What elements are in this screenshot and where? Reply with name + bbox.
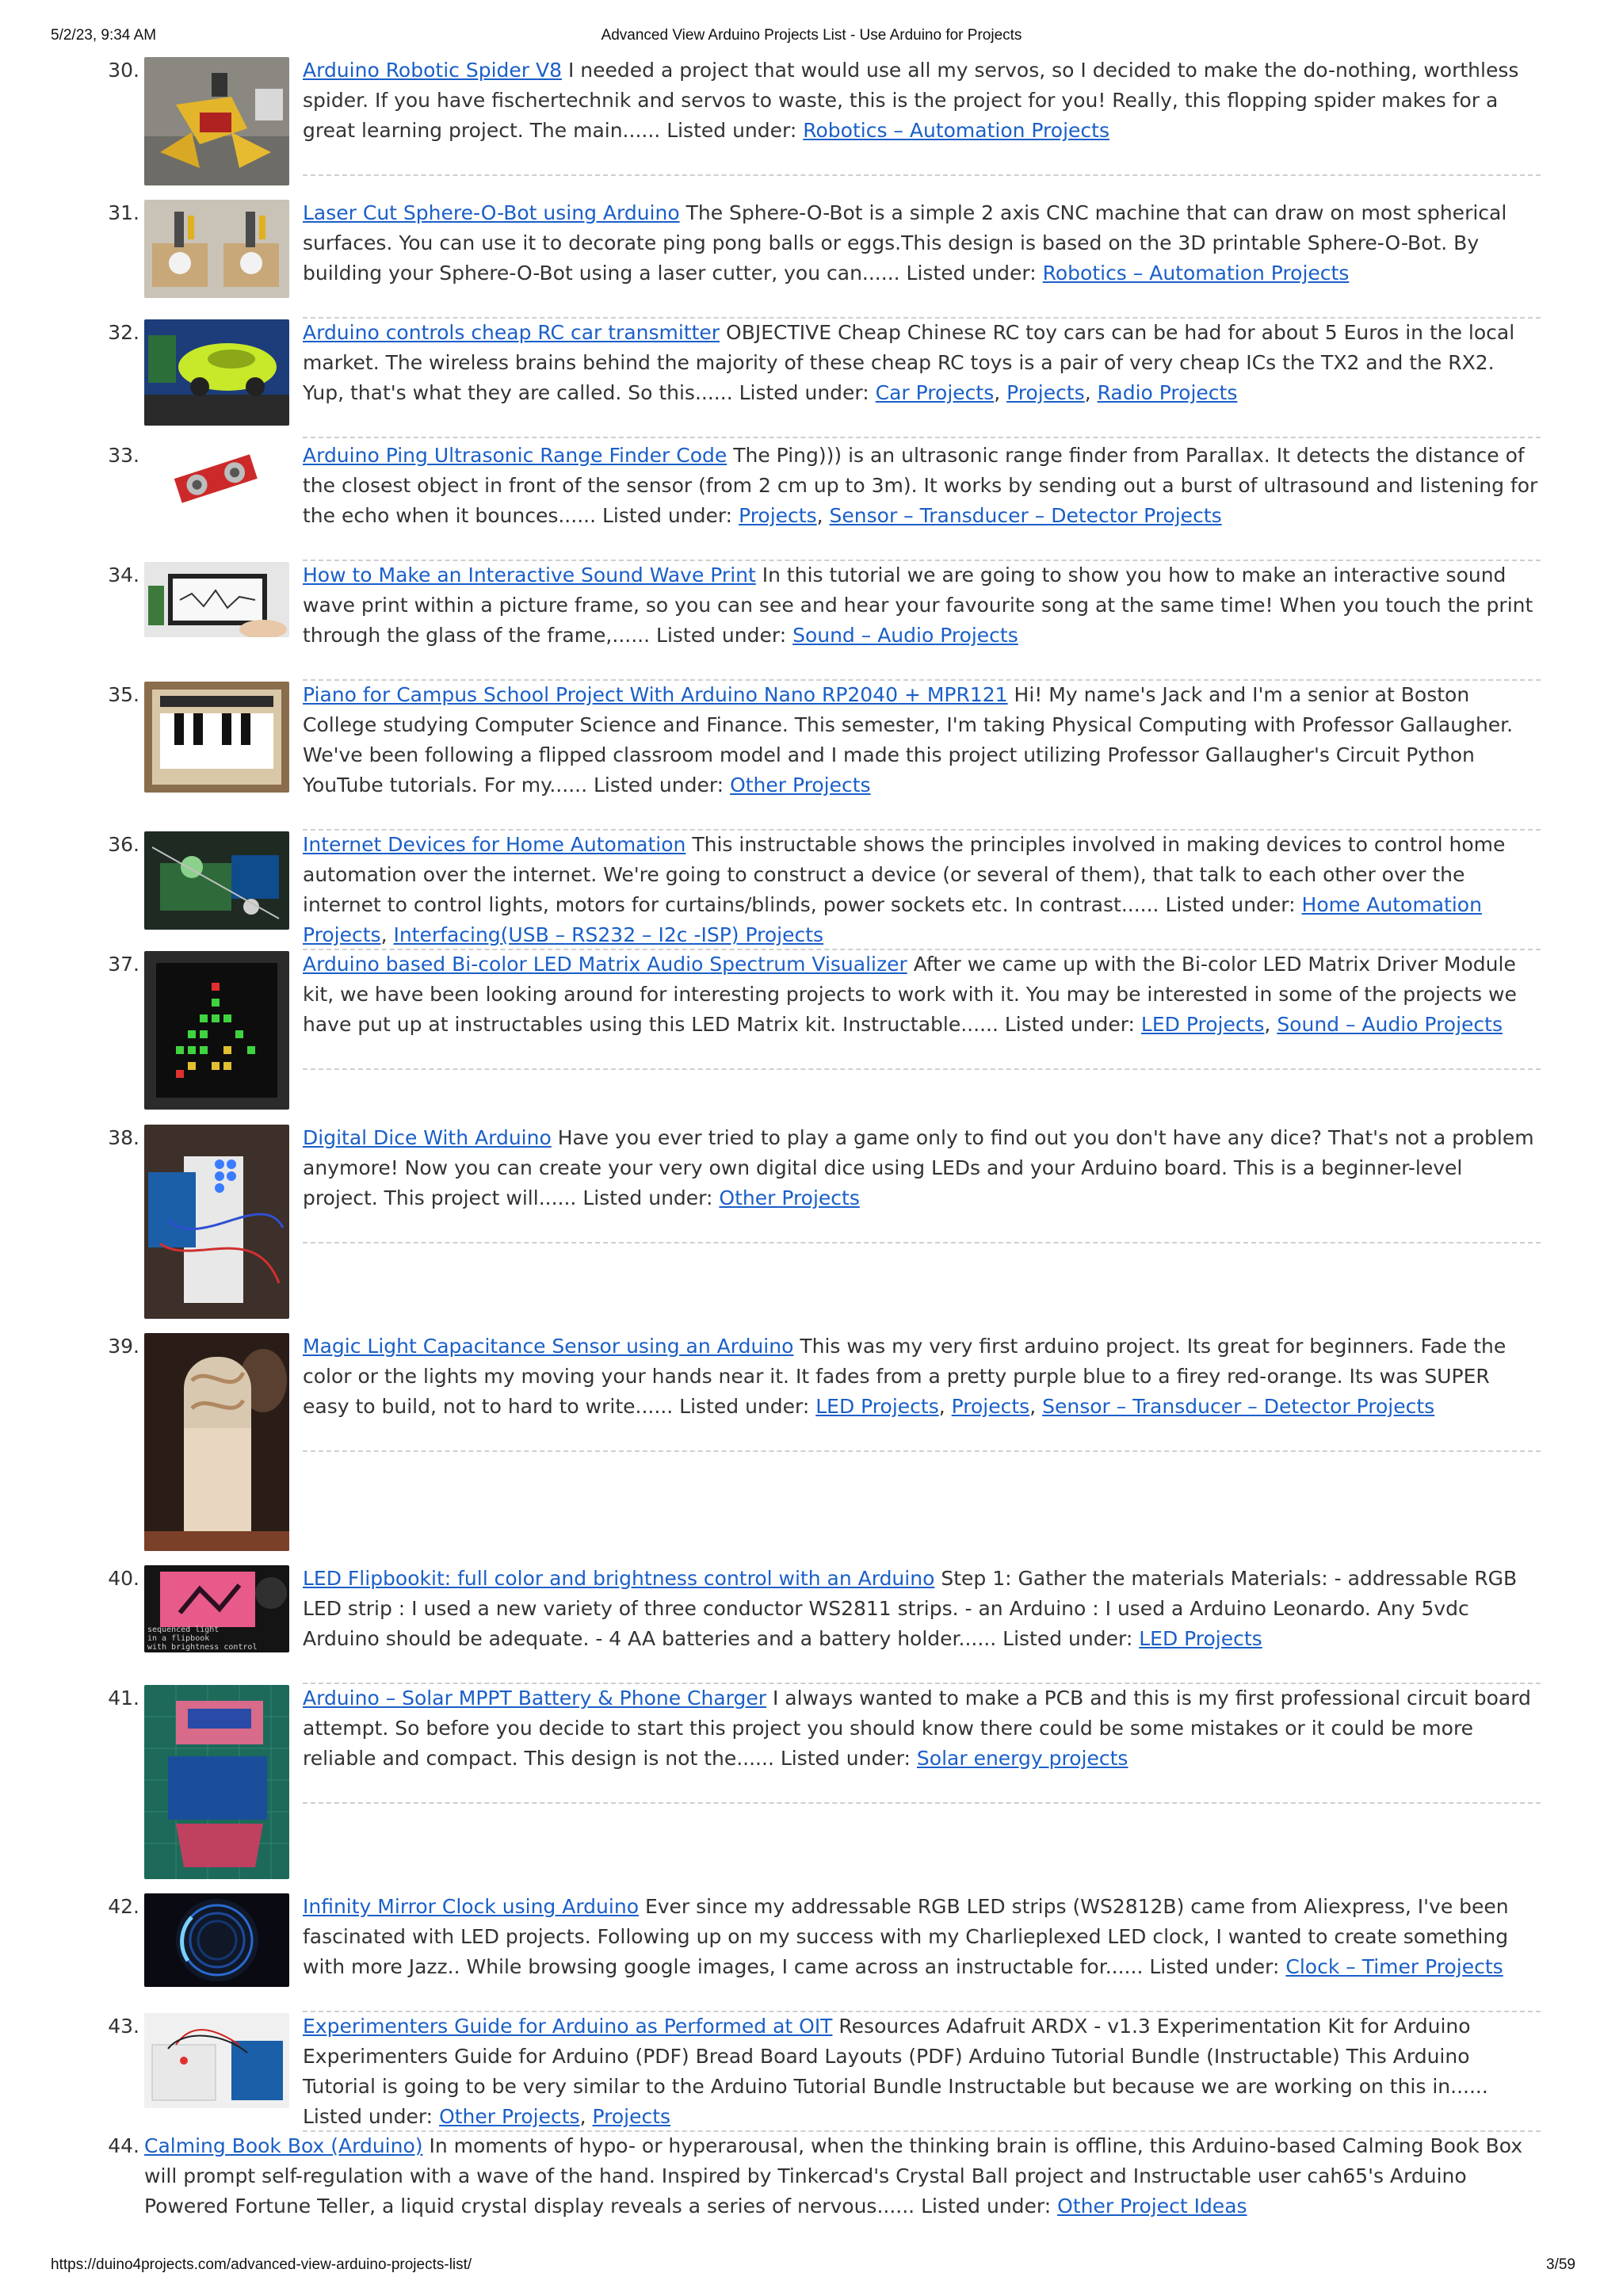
project-description: OBJECTIVE Cheap Chinese RC toy cars can be had for about 5 Euros in the local market. The wireless brains behind the majority of these cheap RC toys is a pair of very cheap ICs the TX2 and the RX2. Yup, that's what they are called. So this...... bbox=[303, 321, 1515, 404]
listed-under-label: Listed under: bbox=[739, 381, 869, 404]
item-divider bbox=[303, 1450, 1541, 1452]
thumbnail-home-automation[interactable] bbox=[144, 831, 289, 930]
category-link[interactable]: Sensor – Transducer – Detector Projects bbox=[829, 504, 1222, 527]
thumbnail-digital-dice[interactable] bbox=[144, 1125, 289, 1319]
listed-under-label: Listed under: bbox=[780, 1747, 911, 1770]
project-title-link[interactable]: Piano for Campus School Project With Arduino Nano RP2040 + MPR121 bbox=[303, 683, 1008, 706]
item-text: Internet Devices for Home Automation This instructable shows the principles involved in making devices to control home automation over the internet. We're going to construct a device (or several of them), that talk to each other over the internet to control lights, motors for curtains/blinds, power sockets etc. In contrast...... Listed under: Home Automation Projects, Interfacing(USB – RS232 – I2c -ISP) Projects bbox=[303, 833, 1506, 946]
category-link[interactable]: Robotics – Automation Projects bbox=[1042, 262, 1350, 285]
listed-under-label: Listed under: bbox=[1165, 893, 1296, 916]
item-number: 37. bbox=[108, 953, 139, 976]
project-description: In moments of hypo- or hyperarousal, when the thinking brain is offline, this Arduino-based Calming Book Box will prompt self-regulation with a wave of the hand. Inspired by Tinkercad's Crystal Ball project and Instructable user cah65's Arduino Powered Fortune Teller, a liquid crystal display reveals a series of nervous...... bbox=[144, 2134, 1523, 2218]
item-text bbox=[303, 1123, 1539, 1213]
project-description: In this tutorial we are going to show you how to make an interactive sound wave print within a picture frame, so you can see and hear your favourite song at the same time! When you touch the print through the glass of the frame,...... bbox=[303, 563, 1533, 647]
item-text bbox=[303, 1892, 1539, 1982]
listed-under-label: Listed under: bbox=[582, 1186, 713, 1209]
item-number: 36. bbox=[108, 833, 139, 856]
category-link[interactable]: Car Projects bbox=[875, 381, 995, 404]
item-number: 42. bbox=[108, 1895, 139, 1918]
project-title-link[interactable]: Magic Light Capacitance Sensor using an Arduino bbox=[303, 1335, 794, 1358]
category-link[interactable]: Projects bbox=[592, 2105, 671, 2128]
category-link[interactable]: LED Projects bbox=[1139, 1627, 1262, 1650]
item-number: 41. bbox=[108, 1687, 139, 1710]
item-text bbox=[303, 55, 1539, 146]
item-text bbox=[303, 1564, 1539, 1654]
category-link[interactable]: Other Project Ideas bbox=[1057, 2195, 1247, 2218]
item-number: 39. bbox=[108, 1335, 139, 1358]
project-description: Ever since my addressable RGB LED strips (WS2812B) came from Aliexpress, I've been fascinated with LED projects. Following up on my success with my Charlieplexed LED clock, I wanted to create something with more Jazz.. While browsing google images, I came across an instructable for...... bbox=[303, 1895, 1509, 1978]
category-link[interactable]: LED Projects bbox=[815, 1395, 939, 1418]
project-title-link[interactable]: Calming Book Box (Arduino) bbox=[144, 2134, 423, 2157]
item-number: 38. bbox=[108, 1126, 139, 1149]
listed-under-label: Listed under: bbox=[656, 624, 787, 647]
item-divider bbox=[303, 1242, 1541, 1244]
category-link[interactable]: Solar energy projects bbox=[916, 1747, 1128, 1770]
item-text: Arduino Ping Ultrasonic Range Finder Code The Ping))) is an ultrasonic range finder from Parallax. It detects the distance of the closest object in front of the sensor (from 2 cm up to 3m). It works by sending out a burst of ultrasound and listening for the echo when it bounces...... Listed under: Projects, Sensor – Transducer – Detector Projects bbox=[303, 444, 1538, 527]
project-description: I needed a project that would use all my servos, so I decided to make the do-nothing, worthless spider. If you have fischertechnik and servos to waste, this is the project for you! Really, this flopping spider makes for a great learning project. The main...... bbox=[303, 59, 1519, 142]
item-divider bbox=[303, 1068, 1541, 1070]
item-number: 32. bbox=[108, 321, 139, 344]
project-description: Resources Adafruit ARDX - v1.3 Experimentation Kit for Arduino Experimenters Guide for Arduino (PDF) Bread Board Layouts (PDF) Arduino Tutorial Bundle (Instructable) This Arduino Tutorial is going to be very similar to the Arduino Tutorial Bundle Instructable but because we are working on this in...... bbox=[303, 2015, 1488, 2098]
project-title-link[interactable]: Arduino – Solar MPPT Battery & Phone Charger bbox=[303, 1687, 767, 1710]
project-description: I always wanted to make a PCB and this is my first professional circuit board attempt. So before you decide to start this project you should know there could be some mistakes or it could be more reliable and compact. This design is not the...... bbox=[303, 1687, 1531, 1770]
project-description: Have you ever tried to play a game only to find out you don't have any dice? That's not a problem anymore! Now you can create your very own digital dice using LEDs and your Arduino board. This is a beginner-level project. This project will...... bbox=[303, 1126, 1534, 1209]
category-link[interactable]: Sound – Audio Projects bbox=[792, 624, 1018, 647]
project-description: After we came up with the Bi-color LED Matrix Driver Module kit, we have been looking around for interesting projects to work with it. You may be interested in some of the projects we have put up at instructables using this LED Matrix kit. Instructable...... bbox=[303, 953, 1517, 1036]
listed-under-label: Listed under: bbox=[602, 504, 733, 527]
item-number: 31. bbox=[108, 201, 139, 224]
print-page-title: Advanced View Arduino Projects List - Use Arduino for Projects bbox=[601, 27, 1022, 44]
page-number: 3/59 bbox=[1546, 2256, 1575, 2273]
thumbnail-solar-mppt[interactable] bbox=[144, 1685, 289, 1879]
item-number: 33. bbox=[108, 444, 139, 467]
item-number: 40. bbox=[108, 1567, 139, 1590]
item-text: Experimenters Guide for Arduino as Performed at OIT Resources Adafruit ARDX - v1.3 Experimentation Kit for Arduino Experimenters Guide for Arduino (PDF) Bread Board Layouts (PDF) Arduino Tutorial Bundle (Instructable) This Arduino Tutorial is going to be very similar to the Arduino Tutorial Bundle Instructable but because we are working on this in...... Listed under: Other Projects, Projects bbox=[303, 2015, 1488, 2128]
project-description: This was my very first arduino project. Its great for beginners. Fade the color or the lights my moving your hands near it. It fades from a pretty purple blue to a firey red-orange. Its was SUPER easy to build, not to hard to write...... bbox=[303, 1335, 1507, 1418]
listed-under-label: Listed under: bbox=[921, 2195, 1052, 2218]
item-number: 35. bbox=[108, 683, 139, 706]
listed-under-label: Listed under: bbox=[1002, 1627, 1133, 1650]
thumbnail-magic-light[interactable] bbox=[144, 1333, 289, 1551]
project-title-link[interactable]: Arduino Ping Ultrasonic Range Finder Code bbox=[303, 444, 727, 467]
category-link[interactable]: Interfacing(USB – RS232 – I2c -ISP) Projects bbox=[393, 923, 824, 946]
item-number: 44. bbox=[108, 2134, 139, 2157]
item-text: Magic Light Capacitance Sensor using an Arduino This was my very first arduino project. Its great for beginners. Fade the color or the lights my moving your hands near it. It fades from a pretty purple blue to a firey red-orange. Its was SUPER easy to build, not to hard to write...... Listed under: LED Projects, Projects, Sensor – Transducer – Detector Projects bbox=[303, 1335, 1507, 1418]
category-link[interactable]: Radio Projects bbox=[1097, 381, 1238, 404]
item-text bbox=[303, 560, 1539, 651]
project-title-link[interactable]: Experimenters Guide for Arduino as Performed at OIT bbox=[303, 2015, 833, 2038]
item-divider bbox=[303, 437, 1541, 438]
project-title-link[interactable]: Arduino based Bi-color LED Matrix Audio Spectrum Visualizer bbox=[303, 953, 907, 976]
project-title-link[interactable]: Arduino Robotic Spider V8 bbox=[303, 59, 563, 82]
category-link[interactable]: Projects bbox=[1006, 381, 1085, 404]
listed-under-label: Listed under: bbox=[1004, 1013, 1135, 1036]
listed-under-label: Listed under: bbox=[303, 2105, 433, 2128]
category-link[interactable]: Robotics – Automation Projects bbox=[803, 119, 1109, 142]
thumbnail-caption-line-2: in a flipbook bbox=[147, 1634, 210, 1643]
thumbnail-led-matrix[interactable] bbox=[144, 951, 289, 1110]
item-divider bbox=[303, 174, 1541, 176]
item-text bbox=[144, 2131, 1539, 2222]
print-datetime: 5/2/23, 9:34 AM bbox=[51, 27, 157, 44]
category-link[interactable]: Other Projects bbox=[730, 774, 871, 797]
thumbnail-infinity-mirror-clock[interactable] bbox=[144, 1893, 289, 1987]
item-number: 34. bbox=[108, 563, 139, 586]
thumbnail-ultrasonic-sensor[interactable] bbox=[144, 442, 289, 514]
thumbnail-sound-wave-print[interactable] bbox=[144, 562, 289, 637]
thumbnail-caption-line-3: with brightness control bbox=[147, 1643, 258, 1652]
thumbnail-caption-line-1: sequenced light bbox=[147, 1626, 220, 1634]
project-title-link[interactable]: Laser Cut Sphere-O-Bot using Arduino bbox=[303, 201, 680, 224]
project-title-link[interactable]: Infinity Mirror Clock using Arduino bbox=[303, 1895, 639, 1918]
category-link[interactable]: Projects bbox=[951, 1395, 1030, 1418]
thumbnail-piano[interactable] bbox=[144, 682, 289, 793]
category-link[interactable]: Sensor – Transducer – Detector Projects bbox=[1042, 1395, 1435, 1418]
category-link[interactable]: LED Projects bbox=[1140, 1013, 1265, 1036]
listed-under-label: Listed under: bbox=[1149, 1955, 1280, 1978]
item-text bbox=[303, 1683, 1539, 1774]
project-description: Hi! My name's Jack and I'm a senior at Boston College studying Computer Science and Finance. This semester, I'm taking Physical Computing with Professor Gallaugher. We've been following a flipped classroom model and I made this project utilizing Professor Gallaugher's Circuit Python YouTube tutorials. For my...... bbox=[303, 683, 1514, 797]
project-title-link[interactable]: Digital Dice With Arduino bbox=[303, 1126, 552, 1149]
item-text: Arduino controls cheap RC car transmitter OBJECTIVE Cheap Chinese RC toy cars can be had for about 5 Euros in the local market. The wireless brains behind the majority of these cheap RC toys is a pair of very cheap ICs the TX2 and the RX2. Yup, that's what they are called. So this...... Listed under: Car Projects, Projects, Radio Projects bbox=[303, 321, 1515, 404]
category-link[interactable]: Sound – Audio Projects bbox=[1277, 1013, 1503, 1036]
thumbnail-robotic-spider[interactable] bbox=[144, 57, 289, 185]
category-link[interactable]: Projects bbox=[739, 504, 817, 527]
project-title-link[interactable]: How to Make an Interactive Sound Wave Print bbox=[303, 563, 756, 586]
item-divider bbox=[303, 1802, 1541, 1804]
project-description: The Ping))) is an ultrasonic range finder from Parallax. It detects the distance of the closest object in front of the sensor (from 2 cm up to 3m). It works by sending out a burst of ultrasound and listening for the echo when it bounces...... bbox=[303, 444, 1538, 527]
thumbnail-rc-car[interactable] bbox=[144, 319, 289, 426]
category-link[interactable]: Other Projects bbox=[439, 2105, 580, 2128]
project-title-link[interactable]: Arduino controls cheap RC car transmitter bbox=[303, 321, 720, 344]
listed-under-label: Listed under: bbox=[679, 1395, 810, 1418]
category-link[interactable]: Home Automation Projects bbox=[303, 893, 1482, 946]
project-title-link[interactable]: Internet Devices for Home Automation bbox=[303, 833, 686, 856]
project-description: This instructable shows the principles involved in making devices to control home automation over the internet. We're going to construct a device (or several of them), that talk to each other over the internet to control lights, motors for curtains/blinds, power sockets etc. In contrast...... bbox=[303, 833, 1506, 916]
listed-under-label: Listed under: bbox=[666, 119, 797, 142]
item-number: 43. bbox=[108, 2015, 139, 2038]
listed-under-label: Listed under: bbox=[594, 774, 724, 797]
thumbnail-experimenters-guide[interactable] bbox=[144, 2013, 289, 2108]
category-link[interactable]: Other Projects bbox=[719, 1186, 860, 1209]
print-url: https://duino4projects.com/advanced-view-arduino-projects-list/ bbox=[51, 2256, 472, 2273]
listed-under-label: Listed under: bbox=[906, 262, 1037, 285]
project-title-link[interactable]: LED Flipbookit: full color and brightness control with an Arduino bbox=[303, 1567, 935, 1590]
thumbnail-led-flipbookit[interactable] bbox=[144, 1565, 289, 1652]
item-text bbox=[303, 680, 1539, 800]
project-description: The Sphere-O-Bot is a simple 2 axis CNC machine that can draw on most spherical surfaces. You can use it to decorate ping pong balls or eggs.This design is based on the 3D printable Sphere-O-Bot. By building your Sphere-O-Bot using a laser cutter, you can...... bbox=[303, 201, 1507, 285]
item-text: Arduino based Bi-color LED Matrix Audio Spectrum Visualizer After we came up with the Bi-color LED Matrix Driver Module kit, we have been looking around for interesting projects to work with it. You may be interested in some of the projects we have put up at instructables using this LED Matrix kit. Instructable...... Listed under: LED Projects, Sound – Audio Projects bbox=[303, 953, 1517, 1036]
item-number: 30. bbox=[108, 59, 139, 82]
item-text bbox=[303, 198, 1539, 288]
project-description: Step 1: Gather the materials Materials: - addressable RGB LED strip : I used a new variety of three conductor WS2811 strips. - an Arduino : I used a Arduino Leonardo. Any 5vdc Arduino should be adequate. - 4 AA batteries and a battery holder...... bbox=[303, 1567, 1518, 1650]
category-link[interactable]: Clock – Timer Projects bbox=[1285, 1955, 1503, 1978]
thumbnail-sphere-o-bot[interactable] bbox=[144, 200, 289, 298]
